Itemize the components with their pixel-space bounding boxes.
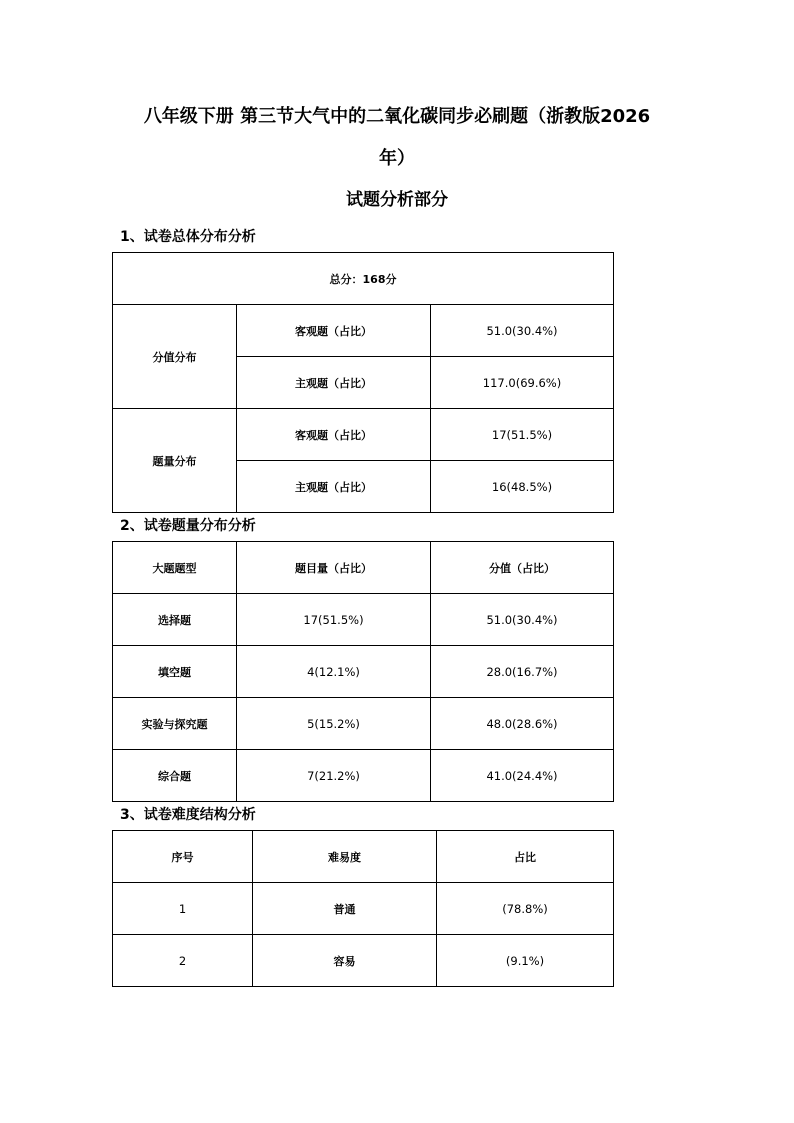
row-count: 5(15.2%) [237,698,431,750]
table-row [113,750,614,802]
row-difficulty: 普通 [253,883,437,935]
header-difficulty: 难易度 [253,831,437,883]
header-question-count: 题目量（占比） [237,542,431,594]
row-index: 1 [113,883,253,935]
row-type: 填空题 [113,646,237,698]
header-score: 分值（占比） [431,542,614,594]
row-count: 4(12.1%) [237,646,431,698]
section-2-heading: 2、试卷题量分布分析 [120,518,256,534]
table-row [113,594,614,646]
row-difficulty: 容易 [253,935,437,987]
row-score: 51.0(30.4%) [431,594,614,646]
count-subjective-value: 16(48.5%) [431,461,614,513]
row-type: 选择题 [113,594,237,646]
row-score: 28.0(16.7%) [431,646,614,698]
table-row [113,253,614,305]
header-index: 序号 [113,831,253,883]
header-question-type: 大题题型 [113,542,237,594]
document-title-line-1: 八年级下册 第三节大气中的二氧化碳同步必刷题（浙教版2026 [143,106,651,127]
table-row [113,646,614,698]
header-ratio: 占比 [437,831,614,883]
score-distribution-label: 分值分布 [113,305,237,409]
table-header-row [113,542,614,594]
count-objective-value: 17(51.5%) [431,409,614,461]
row-ratio: (78.8%) [437,883,614,935]
score-objective-label: 客观题（占比） [237,305,431,357]
count-distribution-label: 题量分布 [113,409,237,513]
table-header-row [113,831,614,883]
table-row [113,698,614,750]
table-row [113,409,614,461]
row-index: 2 [113,935,253,987]
score-subjective-label: 主观题（占比） [237,357,431,409]
row-score: 48.0(28.6%) [431,698,614,750]
count-subjective-label: 主观题（占比） [237,461,431,513]
section-1-heading: 1、试卷总体分布分析 [120,229,256,245]
question-type-table [112,541,614,802]
row-type: 综合题 [113,750,237,802]
row-type: 实验与探究题 [113,698,237,750]
document-title-line-2: 年） [379,148,415,169]
difficulty-table [112,830,614,987]
row-score: 41.0(24.4%) [431,750,614,802]
row-count: 17(51.5%) [237,594,431,646]
row-count: 7(21.2%) [237,750,431,802]
overall-distribution-table [112,252,614,513]
count-objective-label: 客观题（占比） [237,409,431,461]
document-subtitle: 试题分析部分 [346,190,448,210]
score-objective-value: 51.0(30.4%) [431,305,614,357]
total-score-cell: 总分：168分 [113,253,614,305]
row-ratio: (9.1%) [437,935,614,987]
section-3-heading: 3、试卷难度结构分析 [120,807,256,823]
table-row [113,305,614,357]
score-subjective-value: 117.0(69.6%) [431,357,614,409]
table-row [113,883,614,935]
table-row [113,935,614,987]
